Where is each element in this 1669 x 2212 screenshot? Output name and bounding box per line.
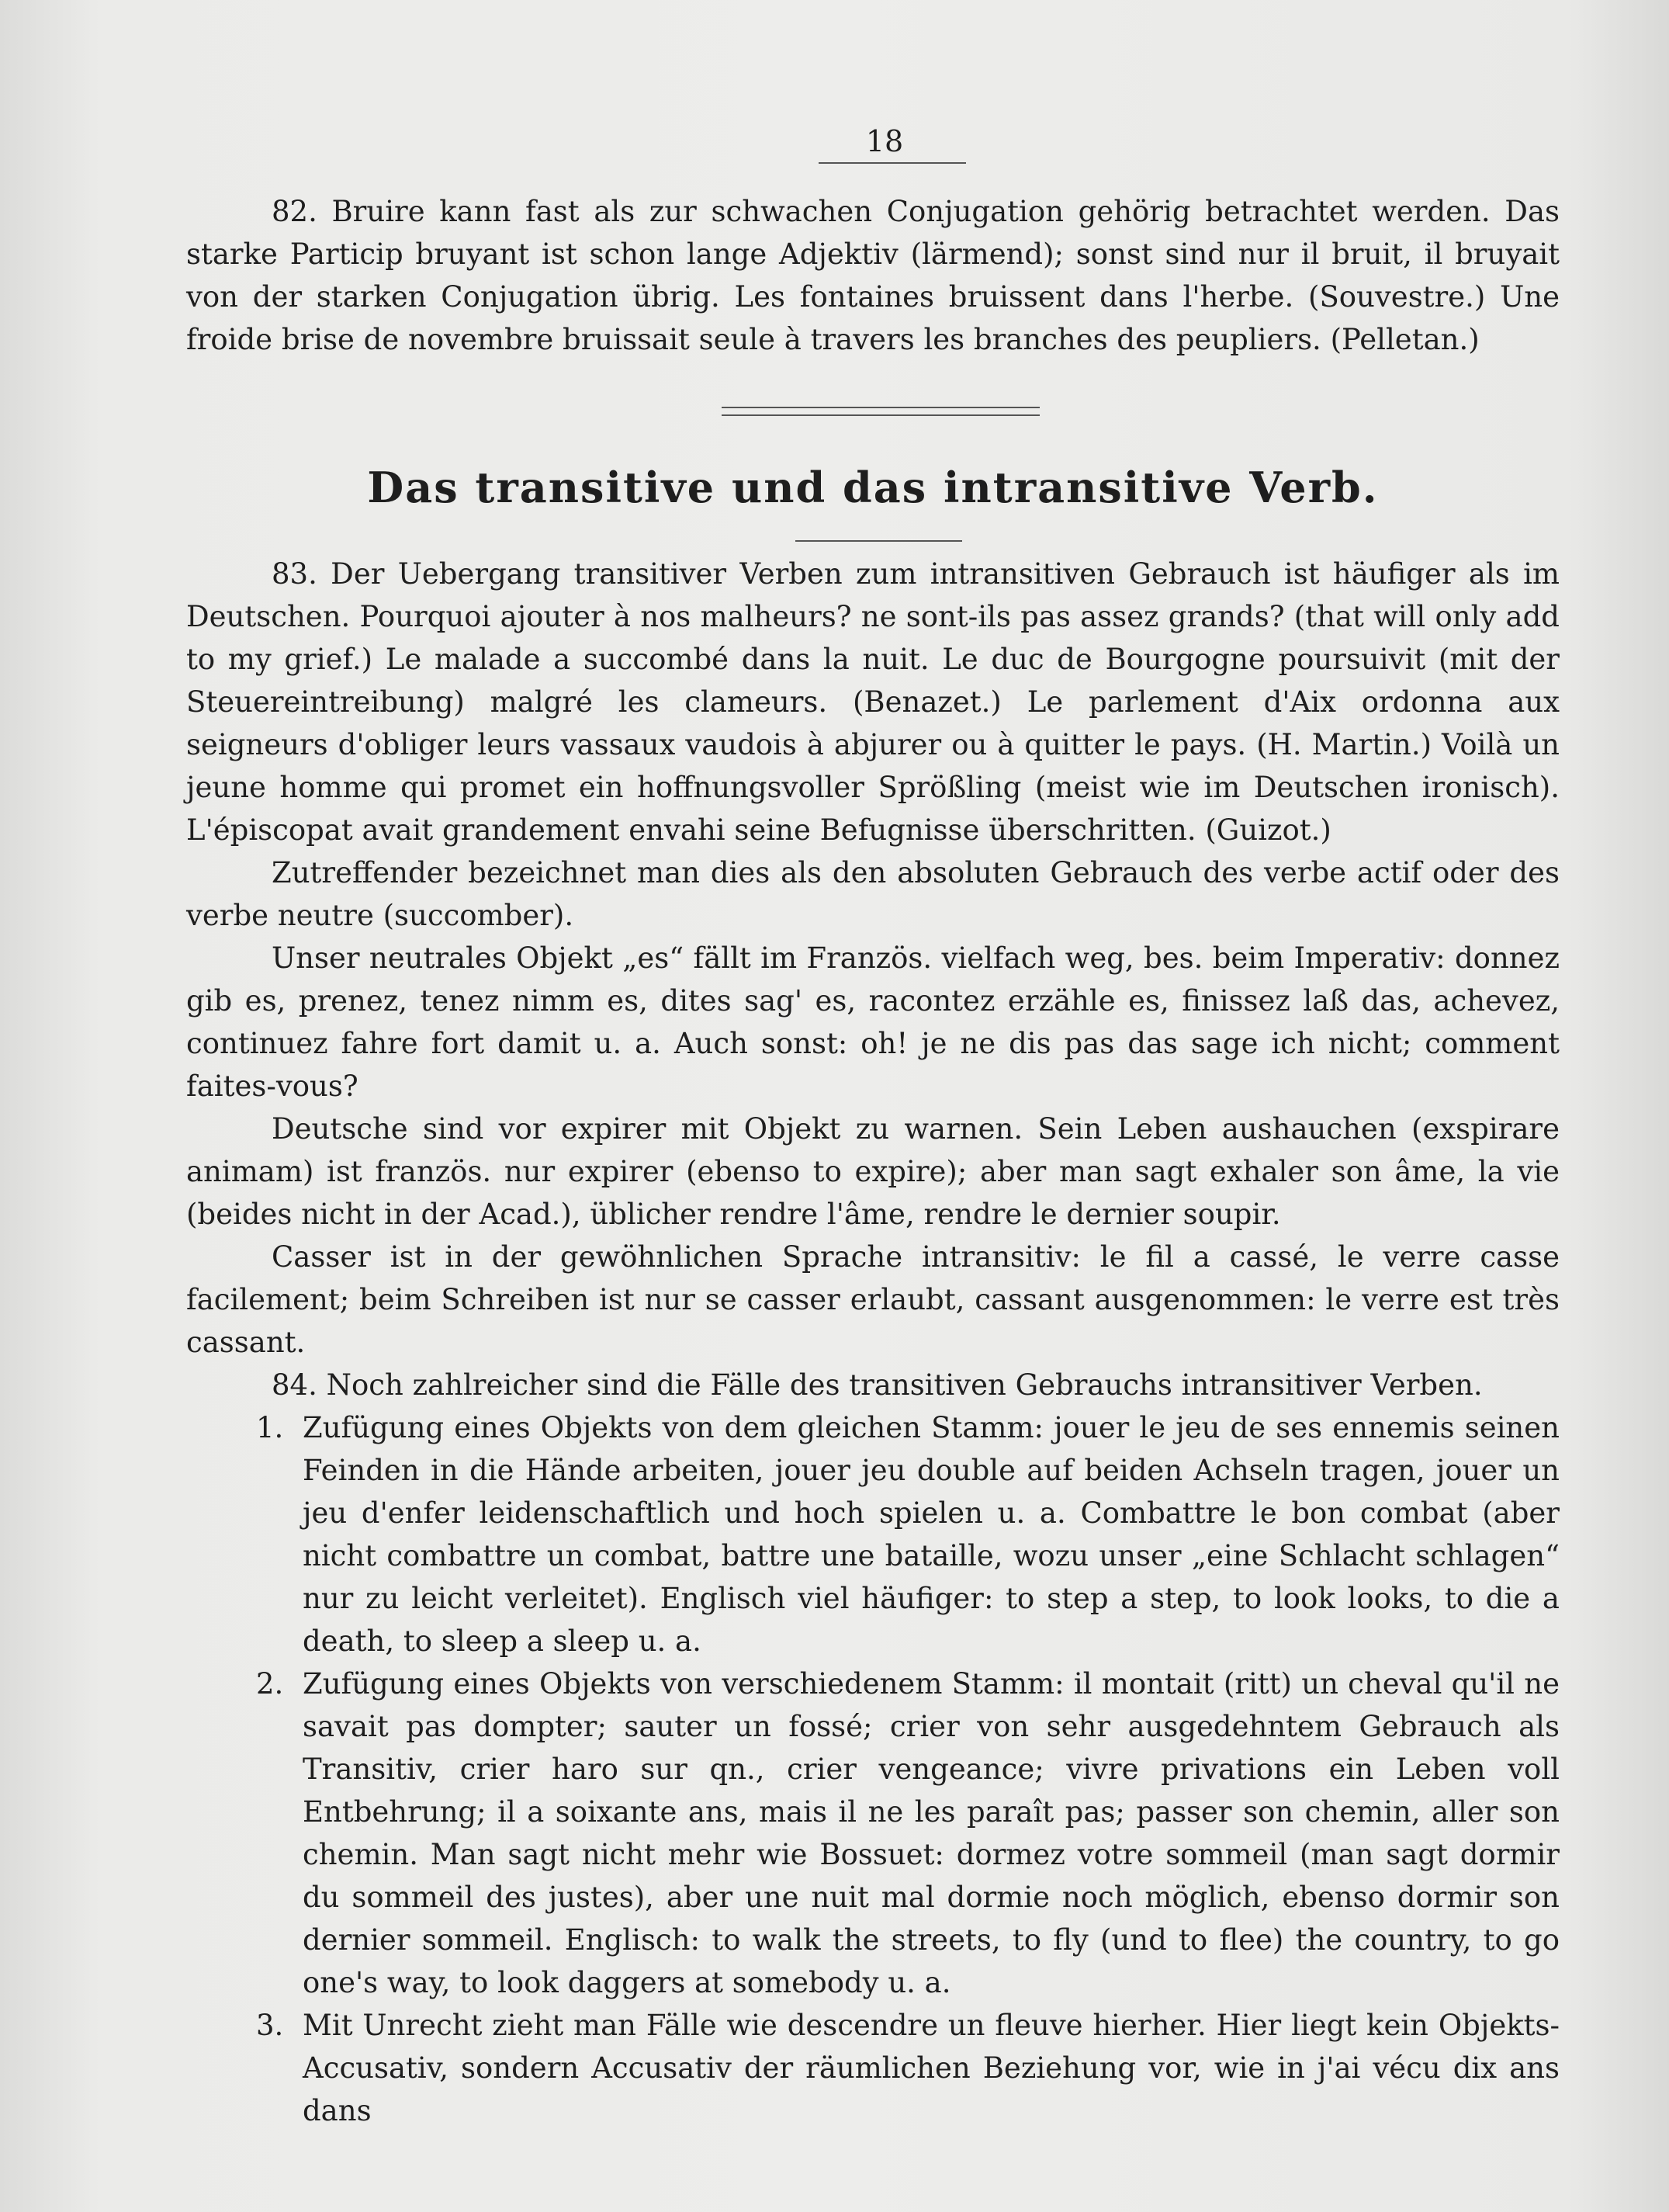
header-rule xyxy=(819,162,966,164)
list-item-text: Mit Unrecht zieht man Fälle wie descendre un fleuve hierher. Hier liegt kein Objekts-Accusativ, sondern Accusativ der räumlichen Beziehung vor, wie in j'ai vécu dix ans dans xyxy=(303,2009,1560,2127)
list-item xyxy=(186,1662,1560,2004)
paragraph-zutreffender: Zutreffender bezeichnet man dies als den absoluten Gebrauch des verbe actif oder des verbe neutre (succomber). xyxy=(186,856,1560,932)
paragraph-casser: Casser ist in der gewöhnlichen Sprache intransitiv: le fil a cassé, le verre casse facilement; beim Schreiben ist nur se casser erlaubt, cassant ausgenommen: le verre est très cassant. xyxy=(186,1240,1560,1359)
title-rule xyxy=(795,540,962,542)
paragraph-objekt: Unser neutrales Objekt „es“ fällt im Französ. vielfach weg, bes. beim Imperativ: donnez gib es, prenez, tenez nimm es, dites sag' es, racontez erzähle es, finissez laß das, achevez, continuez fahre fort damit u. a. Auch sonst: oh! je ne dis pas das sage ich nicht; comment faites-vous? xyxy=(186,941,1560,1103)
section-title: Das transitive und das intransitive Verb. xyxy=(367,463,1379,512)
paragraph-84: 84. Noch zahlreicher sind die Fälle des transitiven Gebrauchs intransitiver Verben. xyxy=(272,1368,1483,1402)
section-82 xyxy=(186,190,1560,361)
paragraph-82: 82. Bruire kann fast als zur schwachen Conjugation gehörig betrachtet werden. Das starke Particip bruyant ist schon lange Adjektiv (lärmend); sonst sind nur il bruit, il bruyait von der starken Conjugation übrig. Les fontaines bruissent dans l'herbe. (Souvestre.) Une froide brise de novembre bruissait seule à travers les branches des peupliers. (Pelletan.) xyxy=(186,195,1560,356)
paragraph-83: 83. Der Uebergang transitiver Verben zum intransitiven Gebrauch ist häufiger als im Deutschen. Pourquoi ajouter à nos malheurs? ne sont-ils pas assez grands? (that will only add to my grief.) Le malade a succombé dans la nuit. Le duc de Bourgogne poursuivit (mit der Steuereintreibung) malgré les clameurs. (Benazet.) Le parlement d'Aix ordonna aux seigneurs d'obliger leurs vassaux vaudois à abjurer ou à quitter le pays. (H. Martin.) Voilà un jeune homme qui promet ein hoffnungsvoller Sprößling (meist wie im Deutschen ironisch). L'épiscopat avait grandement envahi seine Befugnisse überschritten. (Guizot.) xyxy=(186,557,1560,847)
list-item-text: Zufügung eines Objekts von dem gleichen Stamm: jouer le jeu de ses ennemis seinen Feinden in die Hände arbeiten, jouer jeu double auf beiden Achseln tragen, jouer un jeu d'enfer leidenschaftlich und hoch spielen u. a. Combattre le bon combat (aber nicht combattre un combat, battre une bataille, wozu unser „eine Schlacht schlagen“ nur zu leicht verleitet). Englisch viel häufiger: to step a step, to look looks, to die a death, to sleep a sleep u. a. xyxy=(303,1411,1560,1658)
list-item-number: 2. xyxy=(256,1667,284,1701)
list-item-text: Zufügung eines Objekts von verschiedenem Stamm: il montait (ritt) un cheval qu'il ne savait pas dompter; sauter un fossé; crier von sehr ausgedehntem Gebrauch als Transitiv, crier haro sur qn., crier vengeance; vivre privations ein Leben voll Entbehrung; il a soixante ans, mais il ne les paraît pas; passer son chemin, aller son chemin. Man sagt nicht mehr wie Bossuet: dormez votre sommeil (man sagt dormir du sommeil des justes), aber une nuit mal dormie noch möglich, ebenso dormir son dernier sommeil. Englisch: to walk the streets, to fly (und to flee) the country, to go one's way, to look daggers at somebody u. a. xyxy=(303,1667,1560,1999)
list-item xyxy=(186,2004,1560,2132)
main-text xyxy=(186,553,1560,2132)
list-item-number: 1. xyxy=(256,1411,284,1444)
list-item xyxy=(186,1406,1560,1662)
section-divider xyxy=(722,407,1040,416)
page-number: 18 xyxy=(865,124,904,158)
list-item-number: 3. xyxy=(256,2009,284,2042)
paragraph-expirer: Deutsche sind vor expirer mit Objekt zu warnen. Sein Leben aushauchen (exspirare animam) ist französ. nur expirer (ebenso to expire); aber man sagt exhaler son âme, la vie (beides nicht in der Acad.), üblicher rendre l'âme, rendre le dernier soupir. xyxy=(186,1112,1560,1231)
